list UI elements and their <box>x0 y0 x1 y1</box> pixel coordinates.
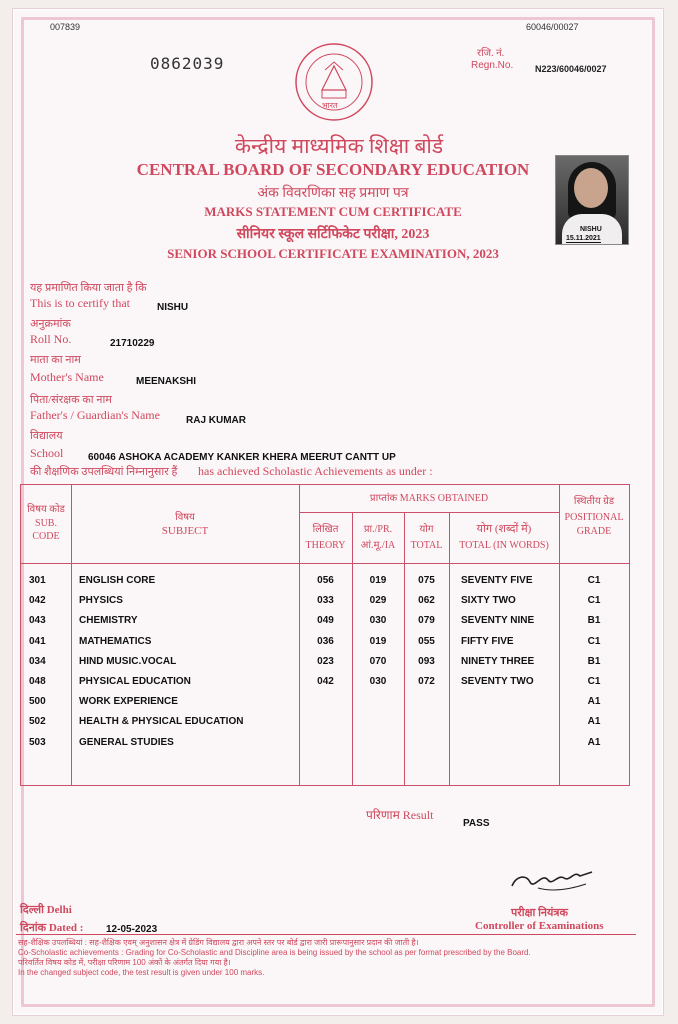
cell-subject: WORK EXPERIENCE <box>79 696 178 708</box>
header-total-hindi: योग <box>419 524 434 535</box>
cell-code: 048 <box>29 676 46 687</box>
cell-subject: ENGLISH CORE <box>79 575 156 586</box>
school-label-hindi: विद्यालय <box>30 430 63 442</box>
cell-pr: 030 <box>369 615 387 627</box>
cell-code: 503 <box>29 736 46 748</box>
cell-total: 072 <box>418 676 435 687</box>
doc-title: MARKS STATEMENT CUM CERTIFICATE <box>204 204 462 219</box>
header-theory: THEORY <box>305 540 346 551</box>
cell-total: 079 <box>418 615 435 627</box>
footer-notes <box>18 938 628 978</box>
candidate-name: NISHU <box>157 302 189 313</box>
cell-code: 043 <box>29 615 46 627</box>
emblem-text: भारत <box>322 101 338 110</box>
cell-total: 055 <box>418 635 435 647</box>
cell-code: 041 <box>29 635 46 647</box>
header-subject-hindi: विषय <box>175 512 195 523</box>
signature-icon <box>508 862 598 896</box>
roll-label: Roll No. <box>30 332 72 346</box>
dated-label <box>20 920 83 935</box>
cell-theory: 036 <box>317 635 334 647</box>
cell-subject: HIND MUSIC.VOCAL <box>79 655 177 667</box>
cell-words: FIFTY FIVE <box>461 635 514 647</box>
cell-theory: 056 <box>317 575 334 586</box>
dated-en: Dated : <box>48 922 84 934</box>
cell-pr: 019 <box>369 635 387 647</box>
roll-label-hindi: अनुक्रमांक <box>30 318 71 330</box>
school-label: School <box>30 446 64 460</box>
header-grade-1: POSITIONAL <box>564 512 624 523</box>
header-words: TOTAL (IN WORDS) <box>459 540 549 551</box>
photo-face <box>574 168 608 208</box>
controller-label-hindi: परीक्षा नियंत्रक <box>511 907 568 919</box>
cell-code: 502 <box>29 716 46 728</box>
cell-pr: 029 <box>369 595 387 607</box>
cell-theory: 023 <box>317 655 334 667</box>
cell-theory: 049 <box>317 615 334 627</box>
cell-total: 062 <box>418 595 435 607</box>
top-right-code: 60046/00027 <box>526 22 579 32</box>
doc-title-hindi: अंक विवरणिका सह प्रमाण पत्र <box>257 186 409 201</box>
header-marks-label: MARKS OBTAINED <box>399 493 489 504</box>
cell-grade: B1 <box>587 655 601 667</box>
cell-subject: HEALTH & PHYSICAL EDUCATION <box>79 716 244 728</box>
note-subject-code-hindi: परिवर्तित विषय कोड में, परीक्षा परिणाम 100 अंकों के अंतर्गत दिया गया है। <box>18 958 231 967</box>
header-internal: आं.मू./IA <box>360 540 396 551</box>
serial-number: 0862039 <box>150 54 225 73</box>
header-code-hindi: विषय कोड <box>27 504 65 515</box>
candidate-photo <box>555 155 629 245</box>
regn-number: N223/60046/0027 <box>535 64 607 74</box>
father-label-hindi: पिता/संरक्षक का नाम <box>30 394 112 406</box>
row-divider <box>299 512 559 513</box>
header-theory-hindi: लिखित <box>312 524 339 535</box>
cbse-emblem <box>292 40 376 126</box>
cell-subject: GENERAL STUDIES <box>79 736 174 748</box>
cell-code: 500 <box>29 696 46 708</box>
cell-subject: CHEMISTRY <box>79 615 138 627</box>
emblem-icon <box>292 40 376 126</box>
exam-title-hindi: सीनियर स्कूल सर्टिफिकेट परीक्षा, 2023 <box>236 227 430 242</box>
note-coscholastic-hindi: सह-शैक्षिक उपलब्धियां : सह-शैक्षिक एवम् अनुशासन क्षेत्र में ग्रेडिंग विद्यालय द्वारा अपने स्तर पर बोर्ड द्वारा जारी प्रारूपानुसार प्रदान की जाती है। <box>18 938 419 947</box>
cell-words: SEVENTY TWO <box>461 676 534 687</box>
header-code-1: SUB. <box>35 518 57 529</box>
cell-grade: C1 <box>587 635 601 647</box>
result-label-hindi: परिणाम <box>366 808 400 822</box>
place <box>20 902 72 917</box>
header-words-hindi: योग (शब्दों में) <box>476 523 532 535</box>
controller-signature <box>508 862 598 901</box>
father-label: Father's / Guardian's Name <box>30 408 160 422</box>
col-divider <box>352 513 353 785</box>
mother-label-hindi: माता का नाम <box>30 354 81 366</box>
controller-label: Controller of Examinations <box>475 920 604 932</box>
place-en: Delhi <box>46 904 72 916</box>
board-title: CENTRAL BOARD OF SECONDARY EDUCATION <box>136 160 530 179</box>
place-hindi: दिल्ली <box>20 904 44 916</box>
header-code-2: CODE <box>32 531 60 542</box>
header-marks <box>299 492 559 505</box>
col-divider <box>404 513 405 785</box>
note-coscholastic: Co-Scholastic achievements : Grading for Co-Scholastic and Discipline area is being issued by the school as per format prescribed by the Board. <box>18 948 531 957</box>
cell-code: 301 <box>29 575 46 586</box>
header-practical: प्रा./PR. <box>363 524 393 535</box>
photo-date: 15.11.2021 <box>566 235 601 242</box>
cell-pr: 070 <box>369 655 387 667</box>
regn-label-en: Regn.No. <box>471 60 514 71</box>
result-value: PASS <box>463 818 490 829</box>
header-marks-hindi: प्राप्तांक <box>369 493 398 504</box>
cell-grade: C1 <box>587 595 601 607</box>
cell-words: NINETY THREE <box>461 655 535 667</box>
cell-code: 034 <box>29 655 46 667</box>
header-grade-2: GRADE <box>576 526 612 537</box>
header-grade-hindi: स्थितीय ग्रेड <box>573 496 615 507</box>
cell-total: 075 <box>418 575 435 586</box>
cell-pr: 019 <box>369 575 387 586</box>
cell-grade: C1 <box>587 676 601 687</box>
cell-subject: MATHEMATICS <box>79 635 152 647</box>
cell-words: SIXTY TWO <box>461 595 516 607</box>
photo-signature: NISHU <box>580 226 602 233</box>
dated-hindi: दिनांक <box>20 922 47 934</box>
cell-code: 042 <box>29 595 46 607</box>
header-subject: SUBJECT <box>161 525 209 537</box>
achievements-label: has achieved Scholastic Achievements as under : <box>198 464 433 478</box>
header-total: TOTAL <box>410 540 443 551</box>
result-label-en: Result <box>402 808 434 822</box>
header-divider <box>21 563 629 564</box>
cell-grade: A1 <box>587 716 601 728</box>
result-label <box>366 806 433 823</box>
cell-theory: 033 <box>317 595 334 607</box>
top-left-code: 007839 <box>50 22 81 32</box>
cell-words: SEVENTY FIVE <box>461 575 533 586</box>
footer-divider <box>16 934 636 935</box>
board-title-hindi: केन्द्रीय माध्यमिक शिक्षा बोर्ड <box>234 134 444 158</box>
cell-grade: C1 <box>587 575 601 586</box>
marks-table <box>20 484 630 786</box>
exam-title: SENIOR SCHOOL CERTIFICATE EXAMINATION, 2023 <box>167 246 499 261</box>
cell-words: SEVENTY NINE <box>461 615 535 627</box>
mother-name: MEENAKSHI <box>136 376 197 387</box>
cell-pr: 030 <box>369 676 387 687</box>
regn-label-hi: रजि. नं. <box>477 48 505 59</box>
col-divider <box>449 513 450 785</box>
cell-grade: A1 <box>587 736 601 748</box>
certify-label: This is to certify that <box>30 296 130 310</box>
cell-grade: A1 <box>587 696 601 708</box>
father-name: RAJ KUMAR <box>186 415 246 426</box>
cell-total: 093 <box>418 655 435 667</box>
issue-date: 12-05-2023 <box>106 924 158 935</box>
cell-subject: PHYSICAL EDUCATION <box>79 676 191 687</box>
cell-subject: PHYSICS <box>79 595 123 607</box>
certify-label-hindi: यह प्रमाणित किया जाता है कि <box>30 282 147 294</box>
achievements-label-hindi: की शैक्षणिक उपलब्धियां निम्नानुसार हैं <box>30 466 178 478</box>
mother-label: Mother's Name <box>30 370 104 384</box>
cell-grade: B1 <box>587 615 601 627</box>
roll-number: 21710229 <box>110 338 155 349</box>
school-name: 60046 ASHOKA ACADEMY KANKER KHERA MEERUT CANTT UP <box>88 452 396 463</box>
note-subject-code: In the changed subject code, the test result is given under 100 marks. <box>18 968 265 977</box>
cell-theory: 042 <box>317 676 334 687</box>
